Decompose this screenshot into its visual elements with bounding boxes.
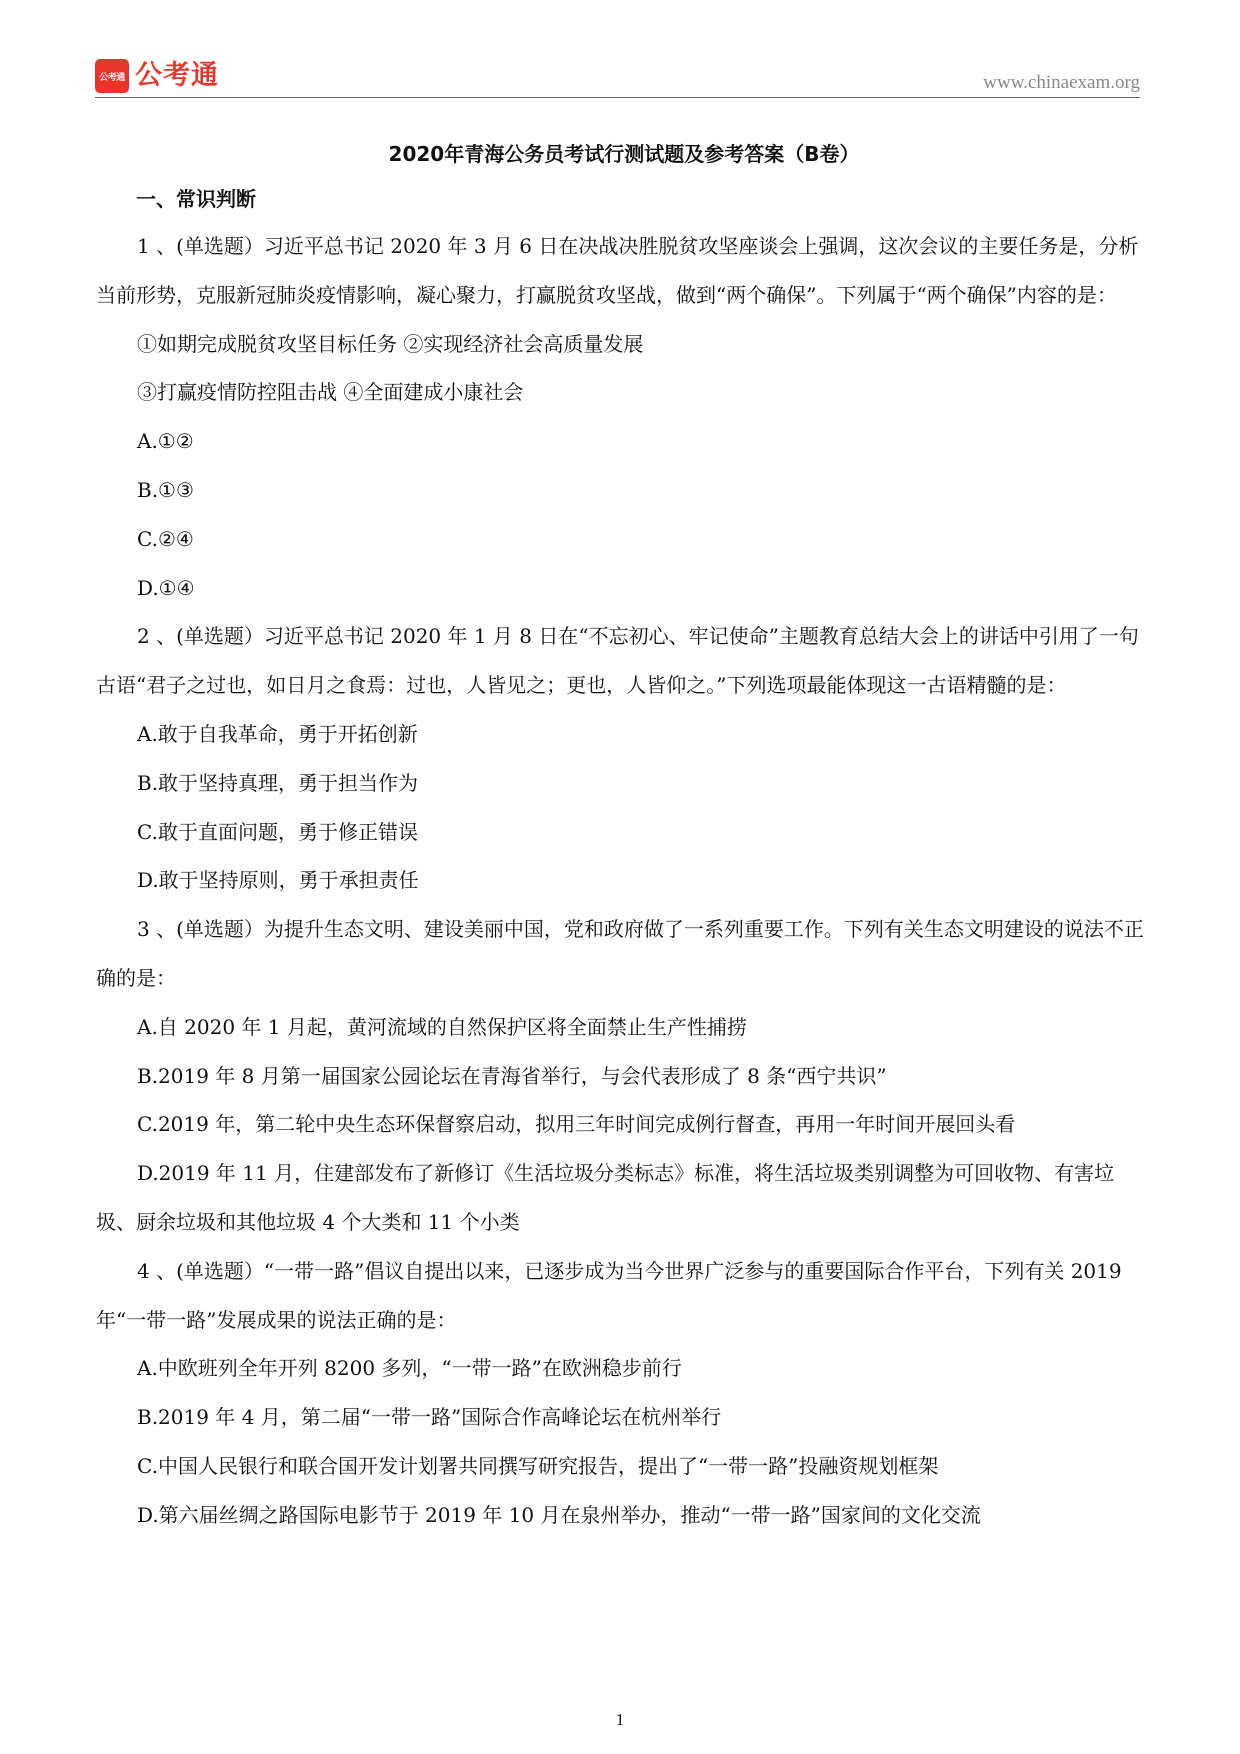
header-divider: [95, 97, 1140, 98]
option-d: D.第六届丝绸之路国际电影节于 2019 年 10 月在泉州举办，推动“一带一路”国家间的文化交流: [137, 1502, 981, 1527]
option-c: C.②④: [137, 526, 194, 551]
document-body: [96, 132, 1152, 1540]
option-d: D.①④: [137, 575, 195, 600]
option-c: C.2019 年，第二轮中央生态环保督察启动，拟用三年时间完成例行督查，再用一年时间开展回头看: [137, 1112, 1016, 1137]
option-c: C.中国人民银行和联合国开发计划署共同撰写研究报告，提出了“一带一路”投融资规划框架: [137, 1453, 939, 1478]
option-b: B.敢于坚持真理，勇于担当作为: [137, 770, 419, 795]
option-a: A.①②: [137, 429, 194, 454]
question-item: ①如期完成脱贫攻坚目标任务 ②实现经济社会高质量发展: [137, 331, 644, 356]
option-c: C.敢于直面问题，勇于修正错误: [137, 819, 418, 844]
section-heading: 一、常识判断: [136, 187, 256, 211]
page-header: [95, 56, 1140, 96]
question-2: [96, 612, 1152, 905]
question-1: [96, 222, 1152, 612]
option-b: B.①③: [137, 477, 194, 502]
logo-icon: 公考通: [95, 59, 129, 93]
question-stem: 3 、(单选题）为提升生态文明、建设美丽中国，党和政府做了一系列重要工作。下列有关生态文明建设的说法不正确的是：: [96, 917, 1144, 990]
question-item: ③打赢疫情防控阻击战 ④全面建成小康社会: [137, 380, 524, 405]
question-stem: 1 、(单选题）习近平总书记 2020 年 3 月 6 日在决战决胜脱贫攻坚座谈会上强调，这次会议的主要任务是，分析当前形势，克服新冠肺炎疫情影响，凝心聚力，打赢脱贫攻坚战，做到“两个确保”。下列属于“两个确保”内容的是：: [96, 234, 1139, 307]
option-b: B.2019 年 8 月第一届国家公园论坛在青海省举行，与会代表形成了 8 条“西宁共识”: [137, 1063, 887, 1088]
logo-text: 公考通: [135, 60, 219, 91]
option-b: B.2019 年 4 月，第二届“一带一路”国际合作高峰论坛在杭州举行: [137, 1405, 722, 1430]
option-d: D.敢于坚持原则，勇于承担责任: [137, 868, 419, 893]
option-a: A.中欧班列全年开列 8200 多列，“一带一路”在欧洲稳步前行: [137, 1356, 682, 1381]
site-url: www.chinaexam.org: [983, 72, 1140, 93]
page-number: 1: [615, 1710, 625, 1729]
question-stem: 4 、(单选题）“一带一路”倡议自提出以来，已逐步成为当今世界广泛参与的重要国际合作平台，下列有关 2019 年“一带一路”发展成果的说法正确的是：: [96, 1258, 1122, 1332]
question-3: [96, 905, 1152, 1247]
option-a: A.自 2020 年 1 月起，黄河流域的自然保护区将全面禁止生产性捕捞: [137, 1014, 747, 1039]
option-d: D.2019 年 11 月，住建部发布了新修订《生活垃圾分类标志》标准，将生活垃圾类别调整为可回收物、有害垃圾、厨余垃圾和其他垃圾 4 个大类和 11 个小类: [96, 1161, 1115, 1234]
question-4: [96, 1247, 1152, 1540]
option-a: A.敢于自我革命，勇于开拓创新: [137, 721, 418, 746]
question-stem: 2 、(单选题）习近平总书记 2020 年 1 月 8 日在“不忘初心、牢记使命”主题教育总结大会上的讲话中引用了一句古语“君子之过也，如日月之食焉：过也，人皆见之；更也，人皆仰之。”下列选项最能体现这一古语精髓的是：: [96, 624, 1139, 698]
document-title: 2020年青海公务员考试行测试题及参考答案（B卷）: [388, 142, 860, 166]
